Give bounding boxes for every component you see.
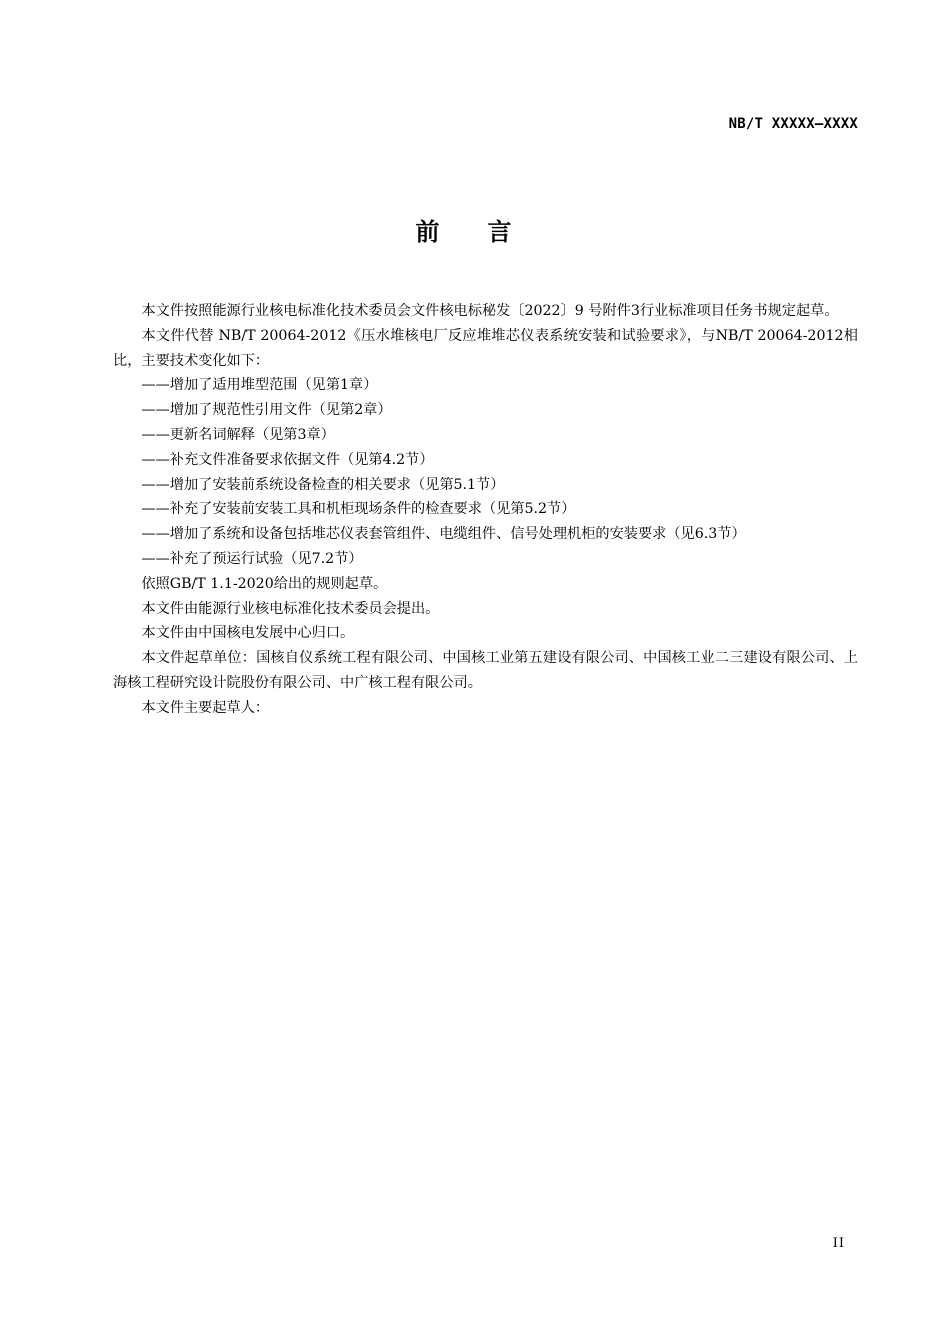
change-item: ——补充了预运行试验（见7.2节） (141, 550, 363, 567)
page-title: 前言 (415, 218, 560, 246)
paragraph-proposer: 本文件由能源行业核电标准化技术委员会提出。 (141, 600, 440, 617)
change-item: ——增加了规范性引用文件（见第2章） (141, 402, 392, 419)
paragraph-drafting-units: 本文件起草单位：国核自仪系统工程有限公司、中国核工业第五建设有限公司、中国核工业二三建设有限公司、上海核工程研究设计院股份有限公司、中广核工程有限公司。 (113, 650, 858, 691)
paragraph-replacement: 本文件代替 NB/T 20064-2012《压水堆核电厂反应堆堆芯仪表系统安装和试验要求》，与NB/T 20064-2012相比，主要技术变化如下： (113, 327, 858, 369)
paragraph-centralized-unit: 本文件由中国核电发展中心归口。 (141, 625, 355, 642)
document-code: NB/T XXXXX—XXXX (728, 116, 858, 132)
change-item: ——补充文件准备要求依据文件（见第4.2节） (141, 451, 434, 468)
change-item: ——增加了系统和设备包括堆芯仪表套管组件、电缆组件、信号处理机柜的安装要求（见6.3节） (141, 526, 746, 543)
paragraph-basis: 本文件按照能源行业核电标准化技术委员会文件核电标秘发〔2022〕9 号附件3行业标准项目任务书规定起草。 (141, 303, 839, 319)
change-item: ——增加了适用堆型范围（见第1章） (141, 377, 378, 394)
body-text (113, 299, 858, 721)
change-item: ——增加了安装前系统设备检查的相关要求（见第5.1节） (141, 476, 505, 493)
change-item: ——更新名词解释（见第3章） (141, 426, 335, 443)
paragraph-main-drafters: 本文件主要起草人： (141, 699, 270, 716)
page-number: II (832, 1236, 845, 1251)
paragraph-drafting-rules: 依照GB/T 1.1-2020给出的规则起草。 (141, 575, 388, 592)
change-item: ——补充了安装前安装工具和机柜现场条件的检查要求（见第5.2节） (141, 501, 576, 518)
